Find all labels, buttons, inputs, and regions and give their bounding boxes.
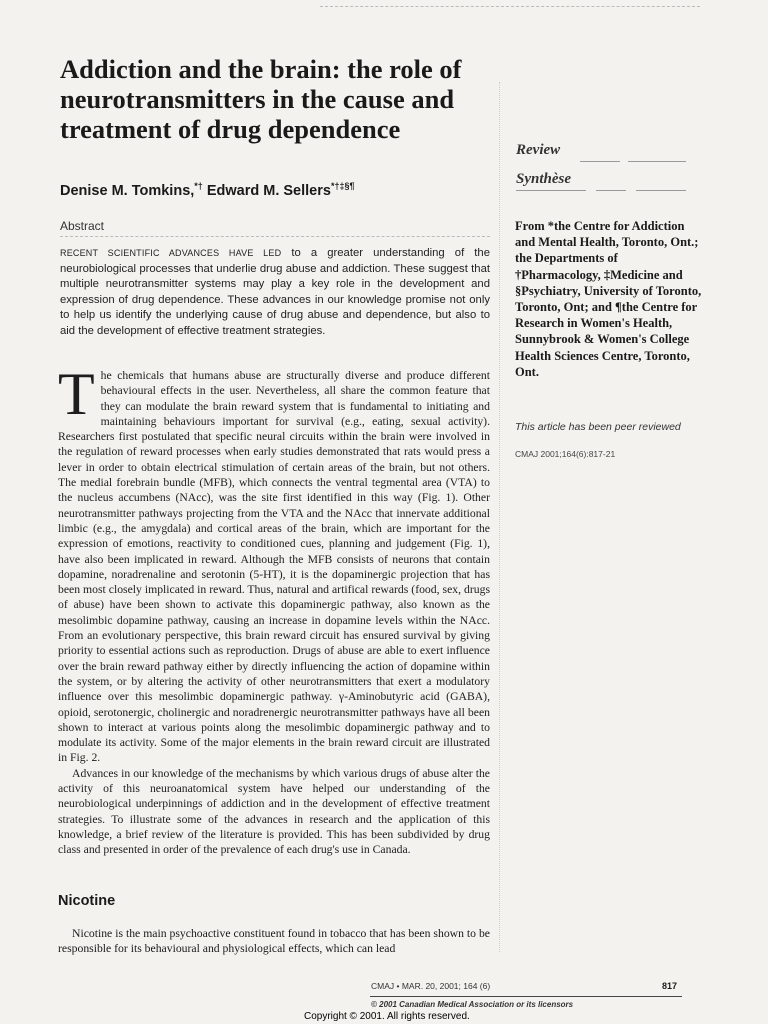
author-affiliations: From *the Centre for Addiction and Mental Health, Toronto, Ont.; the Departments of †Pharmacology, ‡Medicine and §Psychiatry, University of Toronto, Toronto, Ont; and ¶the Centre for Research in Women's Health, Sunnybrook & Women's College Health Sciences Centre, Toronto, Ont. [515, 219, 702, 379]
abstract-divider [60, 236, 490, 237]
intro-paragraph-text: he chemicals that humans abuse are structurally diverse and produce different behavioural effects in the user. Nevertheless, all share the common feature that they can modulate the brain reward system that is fundamental to initiating and maintaining behaviours important for survival (e.g., eating, sexual activity). Researchers first postulated that specific neural circuits within the brain were involved in the regulation of reward processes when early studies demonstrated that rats would press a lever in order to obtain electrical stimulation of certain areas of the brain, but not others. The medial forebrain bundle (MFB), which connects the ventral tegmental area (VTA) to the nucleus accumbens (NAcc), was the site first identified in this way (Fig. 1). Other neurotransmitter pathways projecting from the VTA and the NAcc that innervate additional limbic (e.g., the amygdala) and cortical areas of the brain, which are important for the expression of emotions, reactivity to conditioned cues, planning and judgement (Fig. 1), have also been implicated in reward. Although the MFB consists of neurons that contain dopamine, noradrenaline and serotonin (5-HT), it is the dopaminergic projection that has been most closely implicated in reward. Thus, natural and artifical rewards (food, sex, drugs of abuse) have been shown to activate this dopaminergic pathway, also known as the mesolimbic dopamine pathway, causing an increase in dopamine levels within the NAcc. From an evolutionary perspective, this brain reward circuit has ensured survival by giving priority to essential actions such as reproduction. Drugs of abuse are able to exert influence over the brain reward pathway either by directly influencing the action of dopamine within the system, or by altering the activity of other neurotransmitters that exert a modulatory influence over this mesolimbic dopaminergic pathway. γ-Aminobutyric acid (GABA), opioid, serotonergic, cholinergic and noradrenergic neurotransmitter pathways have all been shown to interact at various points along the mesolimbic dopaminergic pathway and to modulate its activity. Some of the major elements in the brain reward circuit are illustrated in Fig. 2. [58, 369, 490, 765]
abstract-text [60, 246, 490, 340]
tag-rule [628, 161, 686, 162]
tag-rule [580, 161, 620, 162]
second-paragraph: Advances in our knowledge of the mechanisms by which various drugs of abuse alter the activity of this neuroanatomical system have helped our understanding of the neurobiological underpinnings of addiction and in the development of effective treatment strategies. To illustrate some of the advances in research and the application of this knowledge, a brief review of the literature is provided. This has been subdivided by drug class and presented in order of the prevalence of each drug's use in Canada. [58, 766, 490, 857]
journal-citation: CMAJ 2001;164(6):817-21 [515, 449, 616, 459]
section-heading-nicotine: Nicotine [58, 893, 116, 909]
author-line [60, 181, 354, 199]
author-sellers-marks: *†‡§¶ [330, 181, 355, 191]
top-scan-marks [320, 6, 700, 11]
nicotine-paragraph: Nicotine is the main psychoactive constituent found in tobacco that has been shown to be responsible for its behavioural and physiological effects, which can lead [58, 927, 490, 956]
peer-review-note: This article has been peer reviewed [515, 421, 681, 433]
tag-rule [596, 190, 626, 191]
section-tag-synthese: Synthèse [516, 171, 572, 187]
abstract-label: Abstract [60, 219, 105, 233]
intro-paragraph [58, 361, 490, 766]
footer-divider [370, 996, 682, 997]
drop-cap: T [58, 361, 95, 427]
article-title: Addiction and the brain: the role of neurotransmitters in the cause and treatment of drug dependence [60, 54, 462, 144]
license-notice: © 2001 Canadian Medical Association or its licensors [371, 1000, 574, 1009]
column-divider [499, 82, 500, 952]
main-body [58, 361, 490, 858]
abstract-body: to a greater understanding of the neurobiological processes that underlie drug abuse and addiction. These suggest that multiple neurotransmitter systems may play a key role in the development and expression of drug dependence. These advances in our knowledge promise not only to help us identify the underlying cause of drug abuse and dependence, but also to aid the development of effective treatment strategies. [60, 247, 490, 337]
abstract-lead-in: RECENT SCIENTIFIC ADVANCES HAVE LED [60, 248, 282, 258]
author-tomkins: Denise M. Tomkins, [60, 182, 195, 199]
section-tag-review: Review [516, 142, 561, 158]
tag-rule [636, 190, 686, 191]
author-sellers: Edward M. Sellers [206, 182, 331, 199]
page-number: 817 [662, 981, 678, 991]
tag-rule [516, 190, 586, 191]
copyright-notice: Copyright © 2001. All rights reserved. [304, 1011, 470, 1022]
author-tomkins-marks: *† [194, 181, 203, 191]
footer-journal: CMAJ • MAR. 20, 2001; 164 (6) [371, 981, 491, 991]
